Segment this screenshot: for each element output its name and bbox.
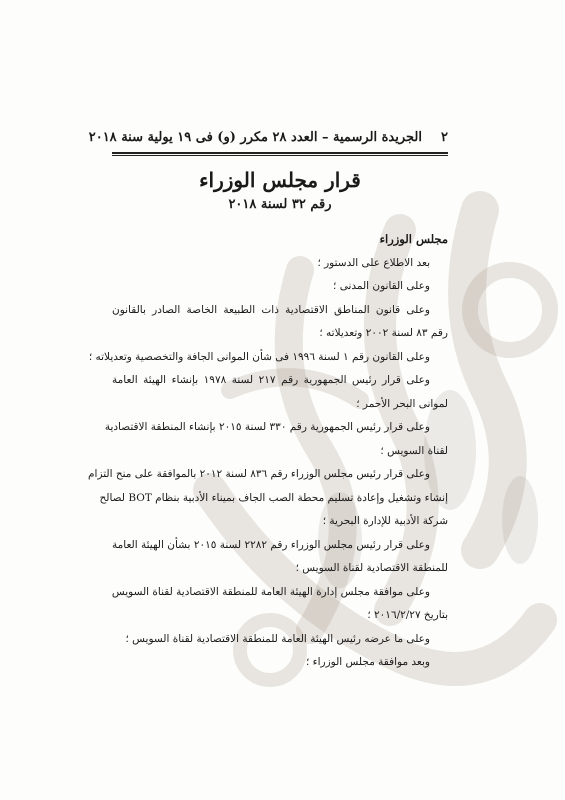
body-line: وعلى قرار رئيس الجمهورية رقم ٣٣٠ لسنة ٢٠١٥ بإنشاء المنطقة الاقتصادية <box>104 421 430 433</box>
body-line: وعلى قرار رئيس مجلس الوزراء رقم ٢٢٨٢ لسنة ٢٠١٥ بشأن الهيئة العامة <box>112 538 430 551</box>
body-line: لموانى البحر الأحمر ؛ <box>356 397 448 410</box>
body-line: وعلى ما عرضه رئيس الهيئة العامة للمنطقة الاقتصادية لقناة السويس ؛ <box>125 632 430 645</box>
page-number: ٢ <box>441 130 448 145</box>
body-line: رقم ٨٣ لسنة ٢٠٠٢ وتعديلاته ؛ <box>319 327 448 339</box>
body-line: وعلى قانون المناطق الاقتصادية ذات الطبيعة الخاصة الصادر بالقانون <box>112 303 430 316</box>
header-rule-thin <box>112 155 448 156</box>
decree-body <box>88 228 448 675</box>
issue-line: الجريدة الرسمية – العدد ٢٨ مكرر (و) فى ١٩ يولية سنة ٢٠١٨ <box>88 130 422 145</box>
header-rule-thick <box>112 152 448 154</box>
body-line: وبعد موافقة مجلس الوزراء ؛ <box>306 656 430 668</box>
body-line: وعلى قرار رئيس مجلس الوزراء رقم ٨٣٦ لسنة ٢٠١٢ بالموافقة على منح التزام <box>88 468 430 480</box>
body-line: وعلى قرار رئيس الجمهورية رقم ٢١٧ لسنة ١٩٧٨ بإنشاء الهيئة العامة <box>112 374 430 386</box>
decree-title: قرار مجلس الوزراء <box>199 168 361 192</box>
body-line: وعلى القانون المدنى ؛ <box>333 280 430 292</box>
decree-number: رقم ٣٢ لسنة ٢٠١٨ <box>228 197 332 212</box>
body-line: شركة الأدبية للإدارة البحرية ؛ <box>322 515 448 527</box>
body-line: وعلى القانون رقم ١ لسنة ١٩٩٦ فى شأن الموانى الجافة والتخصصية وتعديلاته ؛ <box>88 350 430 363</box>
body-line: وعلى موافقة مجلس إدارة الهيئة العامة للمنطقة الاقتصادية لقناة السويس <box>111 585 430 598</box>
body-line: إنشاء وتشغيل وإعادة تسليم محطة الصب الجاف بميناء الأدبية بنظام BOT لصالح <box>99 491 448 504</box>
body-heading: مجلس الوزراء <box>379 232 448 246</box>
body-line: بتاريخ ٢٠١٦/٢/٢٧ ؛ <box>367 609 448 621</box>
body-line: بعد الاطلاع على الدستور ؛ <box>317 256 430 269</box>
body-line: للمنطقة الاقتصادية لقناة السويس ؛ <box>295 562 448 574</box>
body-line: لقناة السويس ؛ <box>380 444 448 457</box>
